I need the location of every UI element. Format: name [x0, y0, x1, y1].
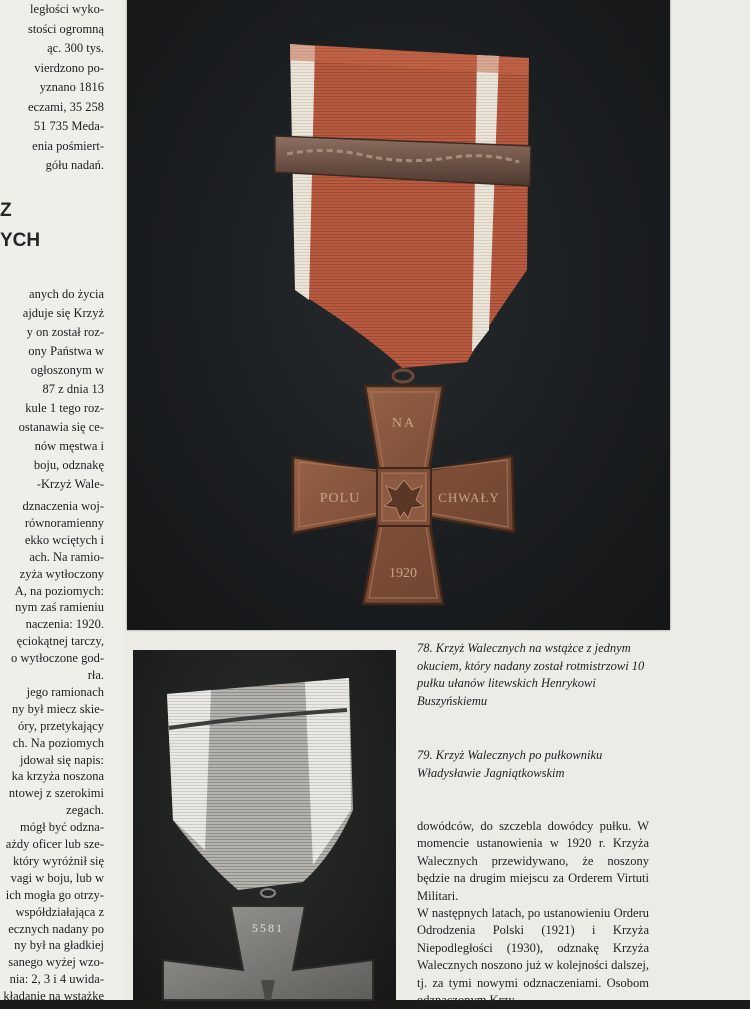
- photo-cross-of-valour-jagniatkowski: [133, 650, 396, 1000]
- left-text-line: ecznych nadany po: [8, 921, 104, 936]
- left-text-column: [0, 0, 122, 1004]
- left-text-line: ny był miecz skie-: [12, 701, 104, 716]
- section-heading-line1: Z: [0, 200, 12, 221]
- left-text-line: eczami, 35 258: [27, 99, 104, 114]
- caption-figure-79: 79. Krzyż Walecznych po pułkowniku Władysławie Jagniątkowskim: [417, 748, 603, 780]
- left-text-line: 51 735 Meda-: [33, 119, 104, 133]
- left-text-line: ich mogła go otrzy-: [5, 887, 104, 902]
- left-text-line: mógł być odzna-: [19, 820, 104, 835]
- left-text-line: ażdy oficer lub sze-: [5, 837, 104, 851]
- left-text-line: gółu nadań.: [45, 158, 104, 172]
- medal-illustration-bottom: [133, 650, 396, 1000]
- left-text-line: y on został roz-: [26, 325, 104, 339]
- cross-of-valour: [293, 386, 514, 604]
- left-text-line: ogłoszonym w: [30, 363, 104, 377]
- medal-illustration-top: [127, 0, 670, 630]
- left-text-line: kładanie na wstążkę: [3, 989, 104, 1004]
- left-text-line: kule 1 tego roz-: [25, 401, 104, 415]
- paragraph-1: dowódców, do szczebla dowódcy pułku. W momencie ustanowienia w 1920 r. Krzyża Walecznych przewidywano, że noszony będzie na drugim miejscu za Orderem Virtuti Militari.: [417, 819, 649, 903]
- left-text-line: rła.: [87, 668, 104, 682]
- left-text-line: stości ogromną: [27, 21, 104, 36]
- left-text-line: boju, odznakę: [33, 458, 104, 472]
- left-text-line: ka krzyża noszona: [11, 769, 104, 784]
- left-text-line: yznano 1816: [39, 80, 104, 94]
- cross-inscription-right: CHWAŁY: [438, 490, 500, 505]
- section-heading-line2: YCH: [0, 230, 41, 251]
- cross-inscription-bottom: 1920: [389, 566, 417, 581]
- left-text-line: zyża wytłoczony: [19, 566, 104, 581]
- left-text-line: A, na poziomych:: [14, 583, 104, 598]
- left-text-line: ach. Na ramio-: [29, 549, 104, 564]
- left-text-line: ąc. 300 tys.: [47, 41, 104, 55]
- caption-figure-78: 78. Krzyż Walecznych na wstążce z jednym okuciem, który nadany został rotmistrzowi 10 pułku ułanów litewskich Henrykowi Buszyńskiemu: [417, 641, 645, 708]
- left-text-line: -Krzyż Wale-: [36, 477, 104, 491]
- left-text-line: vagi w boju, lub w: [10, 870, 104, 885]
- suspension-ring: [393, 370, 413, 382]
- left-text-line: zegach.: [66, 803, 104, 818]
- left-text-line: ległości wyko-: [30, 2, 104, 16]
- left-text-line: który wyróżnił się: [13, 853, 104, 868]
- ribbon: [290, 44, 529, 368]
- left-text-line: współdziałająca z: [15, 904, 104, 919]
- left-text-line: enia pośmiert-: [32, 138, 104, 153]
- left-text-line: vierdzono po-: [34, 60, 104, 75]
- left-text-line: jdował się napis:: [19, 752, 104, 767]
- left-text-line: 87 z dnia 13: [42, 382, 104, 396]
- left-text-line: ęciokątnej tarczy,: [16, 634, 104, 649]
- left-text-line: ny był na gładkiej: [14, 938, 104, 953]
- left-text-line: ekko wciętych i: [24, 532, 104, 547]
- left-text-line: anych do życia: [29, 287, 104, 301]
- cross-inscription-left: POLU: [319, 491, 361, 506]
- left-text-line: ajduje się Krzyż: [22, 306, 104, 320]
- left-text-line: óry, przetykający: [18, 718, 104, 733]
- photo-cross-of-valour-with-clasp: [127, 0, 670, 630]
- left-text-line: naczenia: 1920.: [25, 617, 104, 632]
- left-text-line: nia: 2, 3 i 4 uwida-: [9, 972, 104, 987]
- cross-bottom: [163, 906, 373, 1000]
- left-text-line: nów męstwa i: [34, 439, 104, 453]
- paragraph-2: W następnych latach, po ustanowieniu Orderu Odrodzenia Polski (1921) i Krzyża Niepodległości (1930), odznakę Krzyża Walecznych noszono już w kolejności dalszej, tj. za tymi nowymi odznaczeniami. Osobom odznaczonym Krzy-: [417, 906, 649, 1008]
- ribbon-bottom: [167, 678, 353, 890]
- cross-inscription-top: NA: [391, 416, 417, 431]
- cross-inscription-bottom-photo: 5581: [252, 921, 284, 935]
- left-text-line: sanego wyżej wzo-: [8, 955, 104, 970]
- left-text-line: jego ramionach: [26, 684, 104, 699]
- left-text-line: równoramienny: [24, 515, 104, 530]
- left-text-line: ntowej z szerokimi: [8, 786, 104, 801]
- left-text-line: ostanawia się ce-: [18, 420, 104, 434]
- body-text-right: [417, 818, 649, 1009]
- left-text-line: o wytłoczone god-: [10, 651, 104, 666]
- left-text-line: dznaczenia woj-: [22, 499, 104, 513]
- left-text-line: ony Państwa w: [28, 344, 104, 358]
- suspension-ring-bottom: [261, 889, 275, 897]
- left-text-line: nym zaś ramieniu: [15, 600, 104, 615]
- left-text-line: ch. Na poziomych: [12, 735, 104, 750]
